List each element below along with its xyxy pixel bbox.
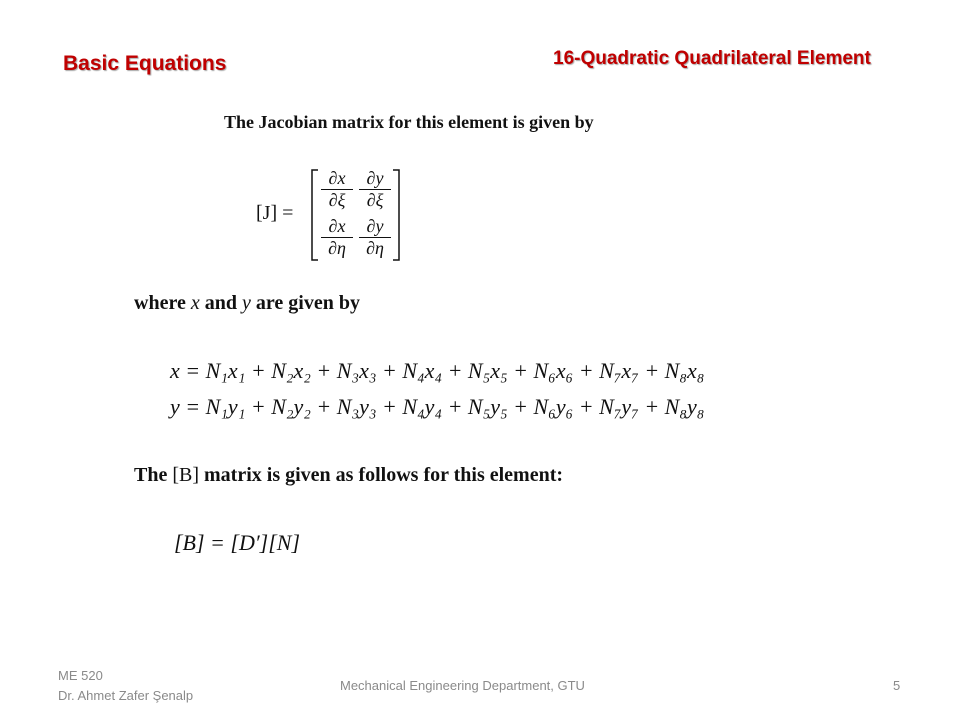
matrix-entry-11: $\frac{\partial x}{\partial\xi}$ xyxy=(321,168,353,210)
footer-page-number: 5 xyxy=(893,678,901,693)
b-matrix-intro: The [B] matrix is given as follows for this element: xyxy=(134,464,564,486)
jacobian-label: [J] = xyxy=(256,202,294,224)
equation-y: y = N₁y₁ + N₂y₂ + N₃y₃ + N₄y₄ + N₅y₅ + N₆y₆ + N₇y₇ + N₈y₈ xyxy=(170,394,705,419)
equation-x: x = N₁x₁ + N₂x₂ + N₃x₃ + N₄x₄ + N₅x₅ + N₆x₆ + N₇x₇ + N₈x₈ xyxy=(170,358,705,383)
jacobian-intro: The Jacobian matrix for this element is given by xyxy=(224,112,594,132)
footer-author: Dr. Ahmet Zafer Şenalp xyxy=(58,688,194,703)
slide-subtitle: 16-Quadratic Quadrilateral Element xyxy=(553,48,871,69)
footer-department: Mechanical Engineering Department, GTU xyxy=(340,678,585,693)
slide-title: Basic Equations xyxy=(63,52,227,75)
matrix-entry-22: $\frac{\partial y}{\partial\eta}$ xyxy=(359,216,391,258)
footer-course: ME 520 xyxy=(58,668,103,683)
matrix-entry-21: $\frac{\partial x}{\partial\eta}$ xyxy=(321,216,353,258)
matrix-entry-12: $\frac{\partial y}{\partial\xi}$ xyxy=(359,168,391,210)
jacobian-matrix xyxy=(256,162,416,262)
b-matrix-equation: [B] = [D′][N] xyxy=(174,530,301,555)
where-line: where x and y are given by xyxy=(134,292,360,314)
